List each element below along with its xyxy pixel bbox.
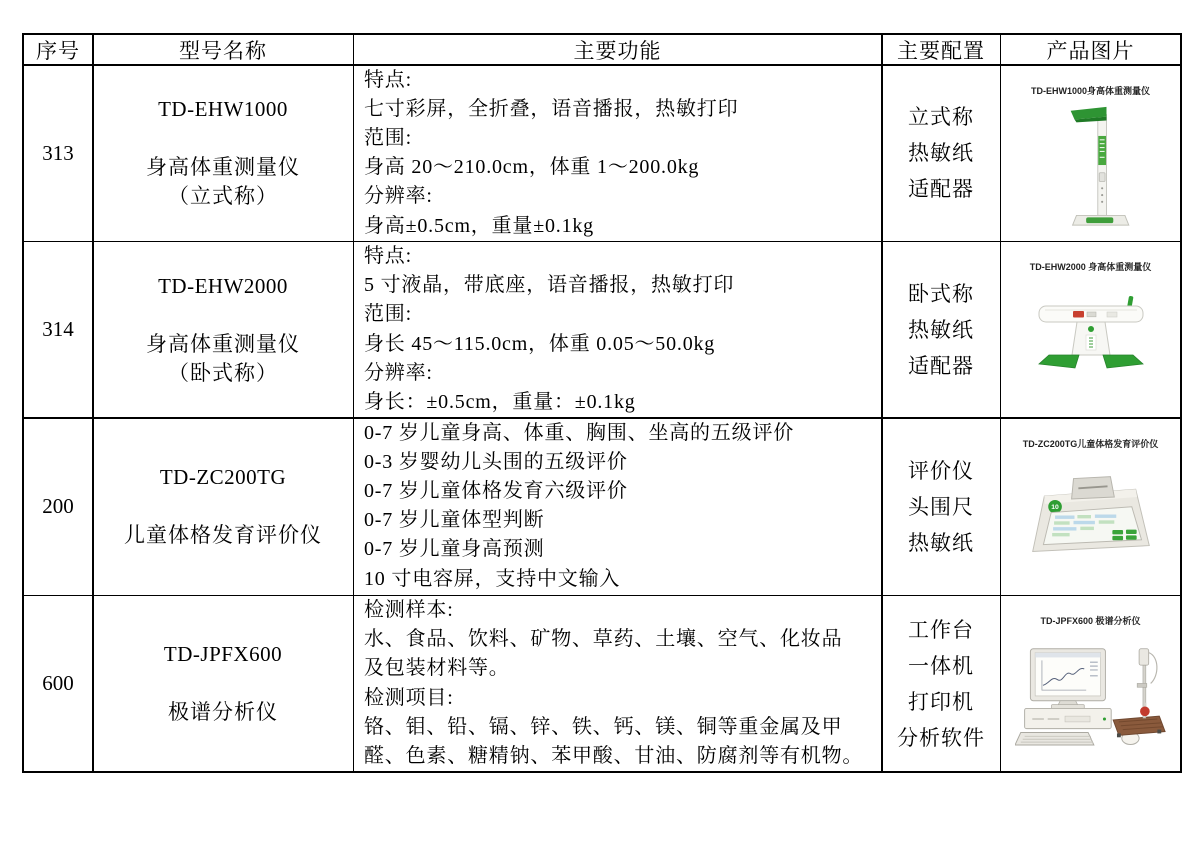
config-line: 立式称 xyxy=(908,105,974,129)
function-line: 分辨率: xyxy=(364,361,433,384)
product-image-caption: TD-JPFX600 极谱分析仪 xyxy=(1040,616,1141,626)
row-image-cell xyxy=(1001,66,1180,241)
function-line: 检测样本: xyxy=(364,599,454,621)
row-model-cell xyxy=(94,419,353,595)
model-name: 儿童体格发育评价仪 xyxy=(124,523,322,547)
config-line: 评价仪 xyxy=(908,458,974,483)
row-model-cell xyxy=(94,66,353,241)
function-line: 及包装材料等。 xyxy=(364,657,510,680)
function-line: 铬、钼、铅、镉、锌、铁、钙、镁、铜等重金属及甲 xyxy=(364,715,843,738)
function-line: 分辨率: xyxy=(364,185,433,208)
function-line: 醛、色素、糖精钠、苯甲酸、甘油、防腐剂等有机物。 xyxy=(364,745,864,768)
model-code: TD-EHW2000 xyxy=(158,273,288,298)
svg-text:10: 10 xyxy=(1050,503,1059,511)
function-line: 0-7 岁儿童体型判断 xyxy=(364,509,545,532)
row-functions-cell xyxy=(354,66,881,241)
model-code: TD-EHW1000 xyxy=(158,97,288,121)
model-name: 身高体重测量仪 xyxy=(146,155,300,179)
row-config-cell xyxy=(883,596,1000,771)
row-functions-cell xyxy=(354,596,881,771)
row-serial: 313 xyxy=(24,66,92,241)
function-line: 10 寸电容屏，支持中文输入 xyxy=(364,567,621,590)
row-config-cell xyxy=(883,66,1000,241)
row-serial: 600 xyxy=(24,596,92,771)
row-serial: 314 xyxy=(24,242,92,417)
config-line: 打印机 xyxy=(908,689,974,714)
row-model-cell xyxy=(94,596,353,771)
function-line: 身高±0.5cm，重量±0.1kg xyxy=(364,214,594,237)
function-line: 0-7 岁儿童身高、体重、胸围、坐高的五级评价 xyxy=(364,421,795,444)
config-line: 适配器 xyxy=(908,353,974,378)
function-line: 0-7 岁儿童体格发育六级评价 xyxy=(364,479,628,502)
row-model-cell xyxy=(94,242,353,417)
header-serial: 序号 xyxy=(24,35,92,64)
function-line: 0-7 岁儿童身高预测 xyxy=(364,538,545,561)
function-line: 七寸彩屏，全折叠，语音播报，热敏打印 xyxy=(364,97,739,120)
product-photo-analyzer-workstation xyxy=(1015,637,1167,751)
function-line: 特点: xyxy=(364,245,412,267)
function-line: 身高 20～210.0cm，体重 1～200.0kg xyxy=(364,156,700,179)
model-code: TD-JPFX600 xyxy=(163,642,283,666)
config-line: 适配器 xyxy=(908,177,974,201)
config-line: 热敏纸 xyxy=(908,530,974,555)
config-line: 工作台 xyxy=(908,617,974,642)
function-line: 身长：±0.5cm，重量：±0.1kg xyxy=(364,391,636,414)
product-image-caption: TD-ZC200TG儿童体格发育评价仪 xyxy=(1022,438,1159,449)
header-model: 型号名称 xyxy=(94,35,353,64)
config-line: 一体机 xyxy=(908,653,974,678)
config-line: 分析软件 xyxy=(897,725,985,750)
function-line: 水、食品、饮料、矿物、草药、土壤、空气、化妆品 xyxy=(364,628,843,651)
header-config: 主要配置 xyxy=(883,35,1000,64)
function-line: 范围: xyxy=(364,303,412,326)
model-name: 身高体重测量仪 xyxy=(146,331,300,356)
config-line: 热敏纸 xyxy=(908,317,974,342)
product-photo-evaluator xyxy=(1023,464,1159,566)
function-line: 0-3 岁婴幼儿头围的五级评价 xyxy=(364,450,628,473)
function-line: 检测项目: xyxy=(364,686,454,709)
model-variant: （立式称） xyxy=(168,184,278,208)
row-config-cell xyxy=(883,242,1000,417)
product-photo-standing-scale xyxy=(1047,103,1135,229)
function-line: 5 寸液晶，带底座，语音播报，热敏打印 xyxy=(364,274,735,297)
config-line: 热敏纸 xyxy=(908,141,974,165)
function-line: 范围: xyxy=(364,126,412,149)
row-image-cell xyxy=(1001,596,1180,771)
product-image-caption: TD-EHW2000 身高体重测量仪 xyxy=(1029,262,1152,272)
function-line: 身长 45～115.0cm，体重 0.05～50.0kg xyxy=(364,332,716,355)
header-image: 产品图片 xyxy=(1001,35,1180,64)
row-config-cell xyxy=(883,419,1000,595)
row-image-cell xyxy=(1001,242,1180,417)
header-functions: 主要功能 xyxy=(354,35,881,64)
row-functions-cell xyxy=(354,419,881,595)
config-line: 头围尺 xyxy=(908,494,974,519)
model-variant: （卧式称） xyxy=(168,360,278,385)
model-code: TD-ZC200TG xyxy=(159,465,287,489)
model-name: 极谱分析仪 xyxy=(168,700,278,724)
config-line: 卧式称 xyxy=(908,281,974,306)
function-line: 特点: xyxy=(364,68,412,91)
product-image-caption: TD-EHW1000身高体重测量仪 xyxy=(1030,85,1150,96)
row-functions-cell xyxy=(354,242,881,417)
row-serial: 200 xyxy=(24,419,92,595)
row-image-cell xyxy=(1001,419,1180,595)
product-spec-table xyxy=(22,33,1182,773)
product-photo-infant-scale xyxy=(1031,293,1151,377)
